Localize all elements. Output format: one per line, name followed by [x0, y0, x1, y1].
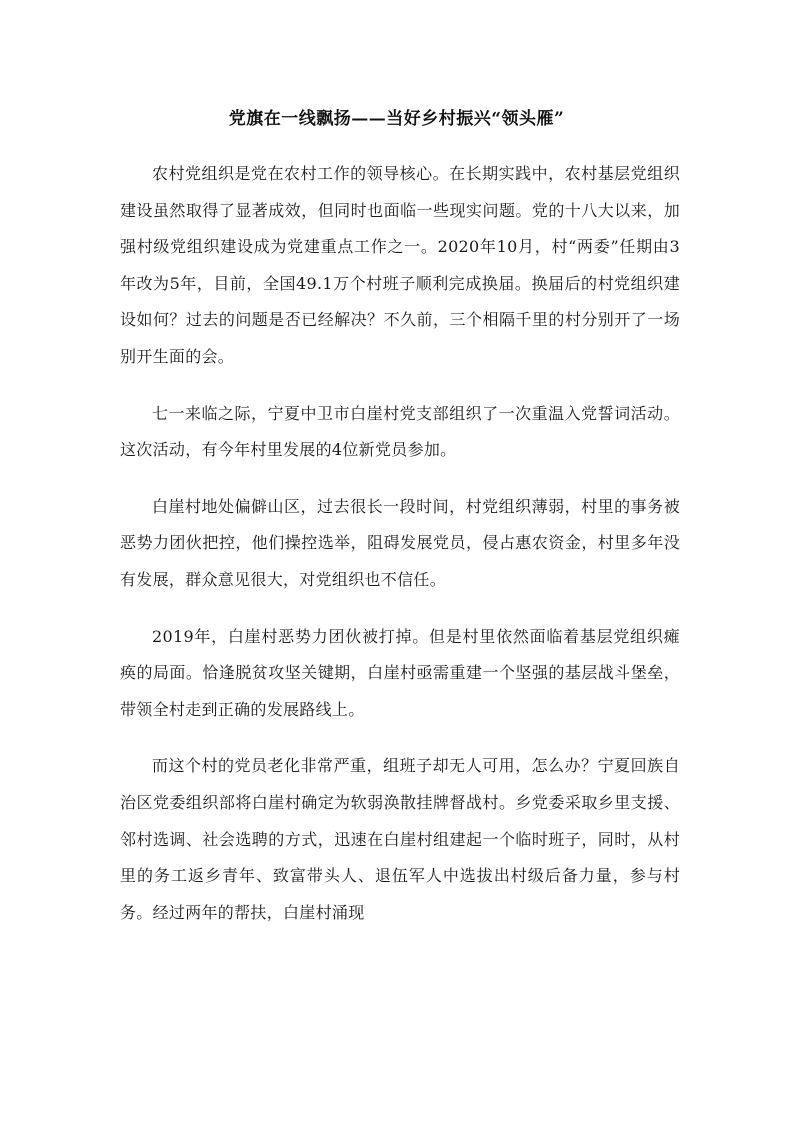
document-title: 党旗在一线飘扬——当好乡村振兴“领头雁” [228, 109, 565, 129]
document-body [120, 156, 680, 951]
paragraph-1: 农村党组织是党在农村工作的领导核心。在长期实践中，农村基层党组织建设虽然取得了显著成效，但同时也面临一些现实问题。党的十八大以来，加强村级党组织建设成为党建重点工作之一。2020年10月，村“两委”任期由3年改为5年，目前，全国49.1万个村班子顺利完成换届。换届后的村党组织建设如何？过去的问题是否已经解决？不久前，三个相隔千里的村分别开了一场别开生面的会。 [120, 164, 680, 366]
paragraph-2: 七一来临之际，宁夏中卫市白崖村党支部组织了一次重温入党誓词活动。这次活动，有今年村里发展的4位新党员参加。 [120, 403, 680, 460]
paragraph-3: 白崖村地处偏僻山区，过去很长一段时间，村党组织薄弱，村里的事务被恶势力团伙把控，他们操控选举，阻碍发展党员，侵占惠农资金，村里多年没有发展，群众意见很大，对党组织也不信任。 [120, 496, 680, 589]
paragraph-5: 而这个村的党员老化非常严重，组班子却无人可用，怎么办？宁夏回族自治区党委组织部将白崖村确定为软弱涣散挂牌督战村。乡党委采取乡里支援、邻村选调、社会选聘的方式，迅速在白崖村组建起一个临时班子，同时，从村里的务工返乡青年、致富带头人、退伍军人中选拔出村级后备力量，参与村务。经过两年的帮扶，白崖村涌现 [120, 756, 680, 922]
paragraph-4: 2019年，白崖村恶势力团伙被打掉。但是村里依然面临着基层党组织瘫痪的局面。恰逢脱贫攻坚关键期，白崖村亟需重建一个坚强的基层战斗堡垒，带领全村走到正确的发展路线上。 [120, 626, 680, 719]
